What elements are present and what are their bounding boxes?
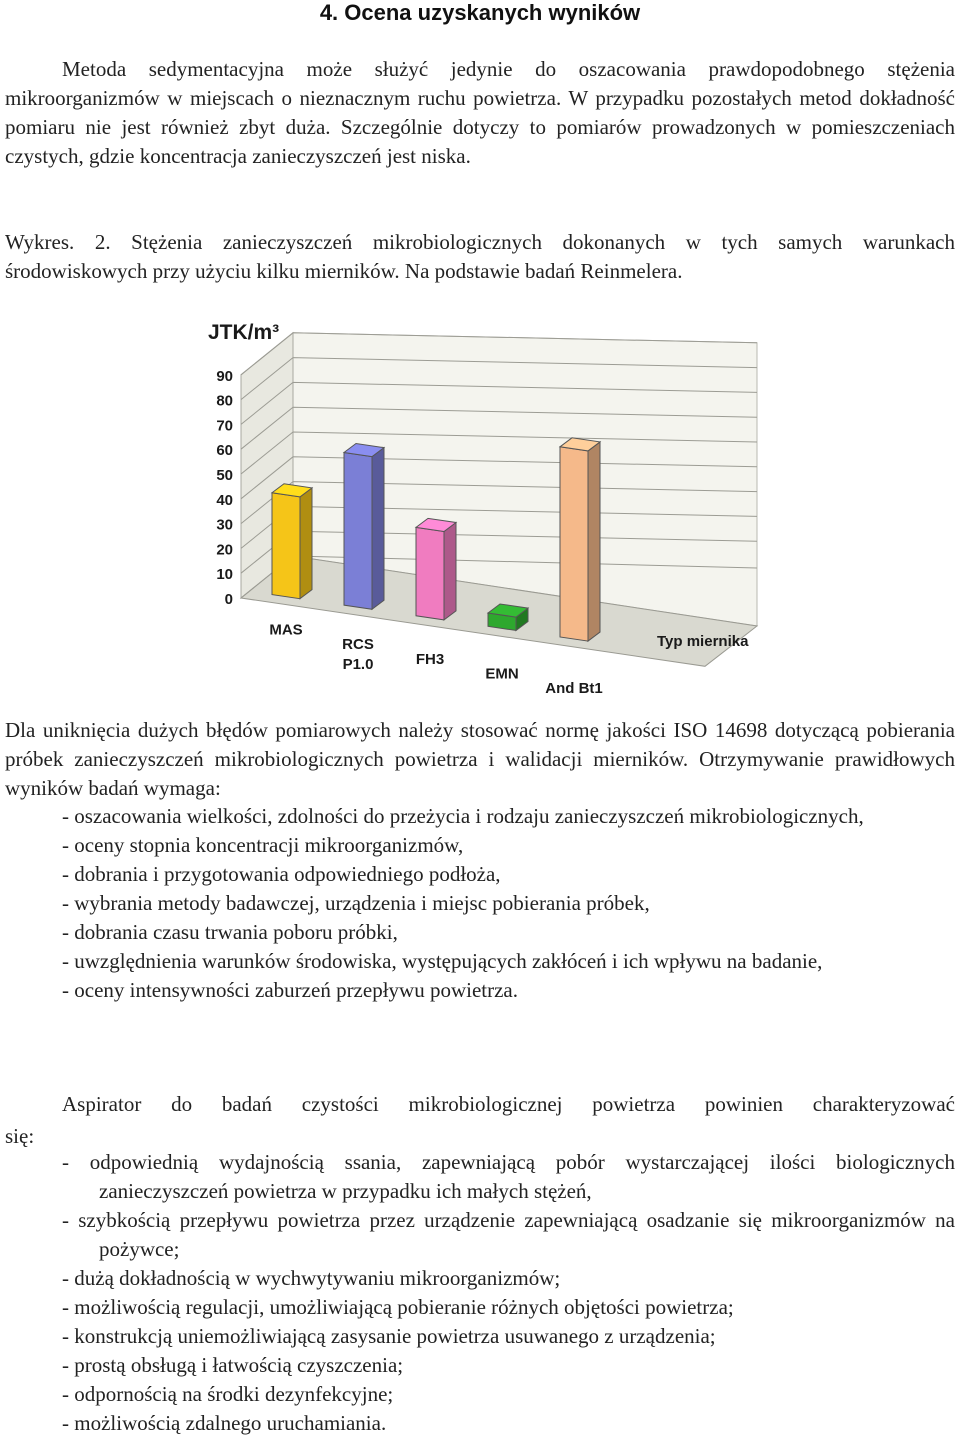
chart-category-label: P1.0: [342, 656, 374, 674]
aspirator-features-list: [62, 1148, 955, 1438]
chart-y-tick-label: 70: [216, 417, 233, 435]
list-item: - szybkością przepływu powietrza przez urządzenie zapewniającą osadzanie się mikroorganizmów na pożywce;: [62, 1208, 955, 1261]
list-item: - dużą dokładnością w wychwytywaniu mikroorganizmów;: [62, 1266, 561, 1290]
list-item: - prostą obsługą i łatwością czyszczenia;: [62, 1353, 404, 1377]
aspirator-paragraph-tail: się:: [5, 1124, 35, 1148]
chart-y-tick-label: 90: [216, 367, 233, 385]
chart-y-tick-label: 60: [216, 442, 233, 460]
chart-y-tick-label: 20: [216, 541, 233, 559]
paragraph-iso: Dla uniknięcia dużych błędów pomiarowych należy stosować normę jakości ISO 14698 dotyczącą pobierania próbek zanieczyszczeń mikrobiologicznych powietrza i walidacji mierników. Otrzymywanie prawidłowych wyników badań wymaga:: [5, 718, 955, 800]
list-item: - dobrania i przygotowania odpowiedniego podłoża,: [62, 862, 501, 886]
section-heading: 4. Ocena uzyskanych wyników: [319, 0, 641, 25]
chart-bar: [272, 484, 312, 599]
list-item: - uwzględnienia warunków środowiska, występujących zakłóceń i ich wpływu na badanie,: [62, 949, 823, 973]
bar-chart: [195, 308, 775, 698]
list-item: - odpowiednią wydajnością ssania, zapewniającą pobór wystarczającej ilości biologicznych zanieczyszczeń powietrza w przypadku ich małych stężeń,: [62, 1150, 955, 1203]
chart-caption: Wykres. 2. Stężenia zanieczyszczeń mikrobiologicznych dokonanych w tych samych warunkach środowiskowych przy użyciu kilku mierników. Na podstawie badań Reinmelera.: [5, 230, 955, 283]
chart-category-label: MAS: [269, 621, 303, 639]
chart-y-tick-label: 0: [224, 591, 233, 608]
list-item: - dobrania czasu trwania poboru próbki,: [62, 920, 398, 944]
list-item: - oceny stopnia koncentracji mikroorganizmów,: [62, 833, 464, 857]
chart-y-tick-label: 30: [216, 516, 233, 534]
list-item: - oszacowania wielkości, zdolności do przeżycia i rodzaju zanieczyszczeń mikrobiologicznych,: [62, 804, 864, 828]
chart-bar: [344, 443, 384, 609]
list-item: - oceny intensywności zaburzeń przepływu powietrza.: [62, 978, 518, 1002]
intro-paragraph: Metoda sedymentacyjna może służyć jedynie do oszacowania prawdopodobnego stężenia mikroorganizmów w miejscach o nieznacznym ruchu powietrza. W przypadku pozostałych metod dokładność pomiaru nie jest również zbyt duża. Szczególnie dotyczy to pomiarów prowadzonych w pomieszczeniach czystych, gdzie koncentracja zanieczyszczeń jest niska.: [5, 57, 955, 168]
chart-y-axis-label: JTK/m³: [208, 321, 280, 344]
chart-bar: [560, 438, 600, 641]
chart-y-tick-label: 50: [216, 467, 233, 484]
chart-x-axis-label: Typ miernika: [657, 633, 749, 650]
list-item: - wybrania metody badawczej, urządzenia i miejsc pobierania próbek,: [62, 891, 650, 915]
list-item: - odpornością na środki dezynfekcyjne;: [62, 1382, 394, 1406]
chart-category-label: FH3: [415, 650, 445, 668]
chart-category-label: And Bt1: [545, 680, 603, 698]
chart-y-tick-label: 80: [216, 392, 233, 410]
chart-bar: [488, 604, 528, 631]
chart-category-label: EMN: [485, 665, 519, 683]
requirements-list: [62, 802, 955, 1005]
chart-category-label: RCS: [342, 636, 374, 654]
list-item: - możliwością zdalnego uruchamiania.: [62, 1411, 387, 1435]
chart-y-tick-label: 10: [216, 566, 233, 584]
chart-bar: [416, 518, 456, 620]
chart-y-tick-label: 40: [216, 491, 233, 509]
list-item: - konstrukcją uniemożliwiającą zasysanie powietrza usuwanego z urządzenia;: [62, 1324, 716, 1348]
list-item: - możliwością regulacji, umożliwiającą pobieranie różnych objętości powietrza;: [62, 1295, 734, 1319]
aspirator-paragraph: Aspirator do badań czystości mikrobiologicznej powietrza powinien charakteryzować: [62, 1092, 955, 1116]
